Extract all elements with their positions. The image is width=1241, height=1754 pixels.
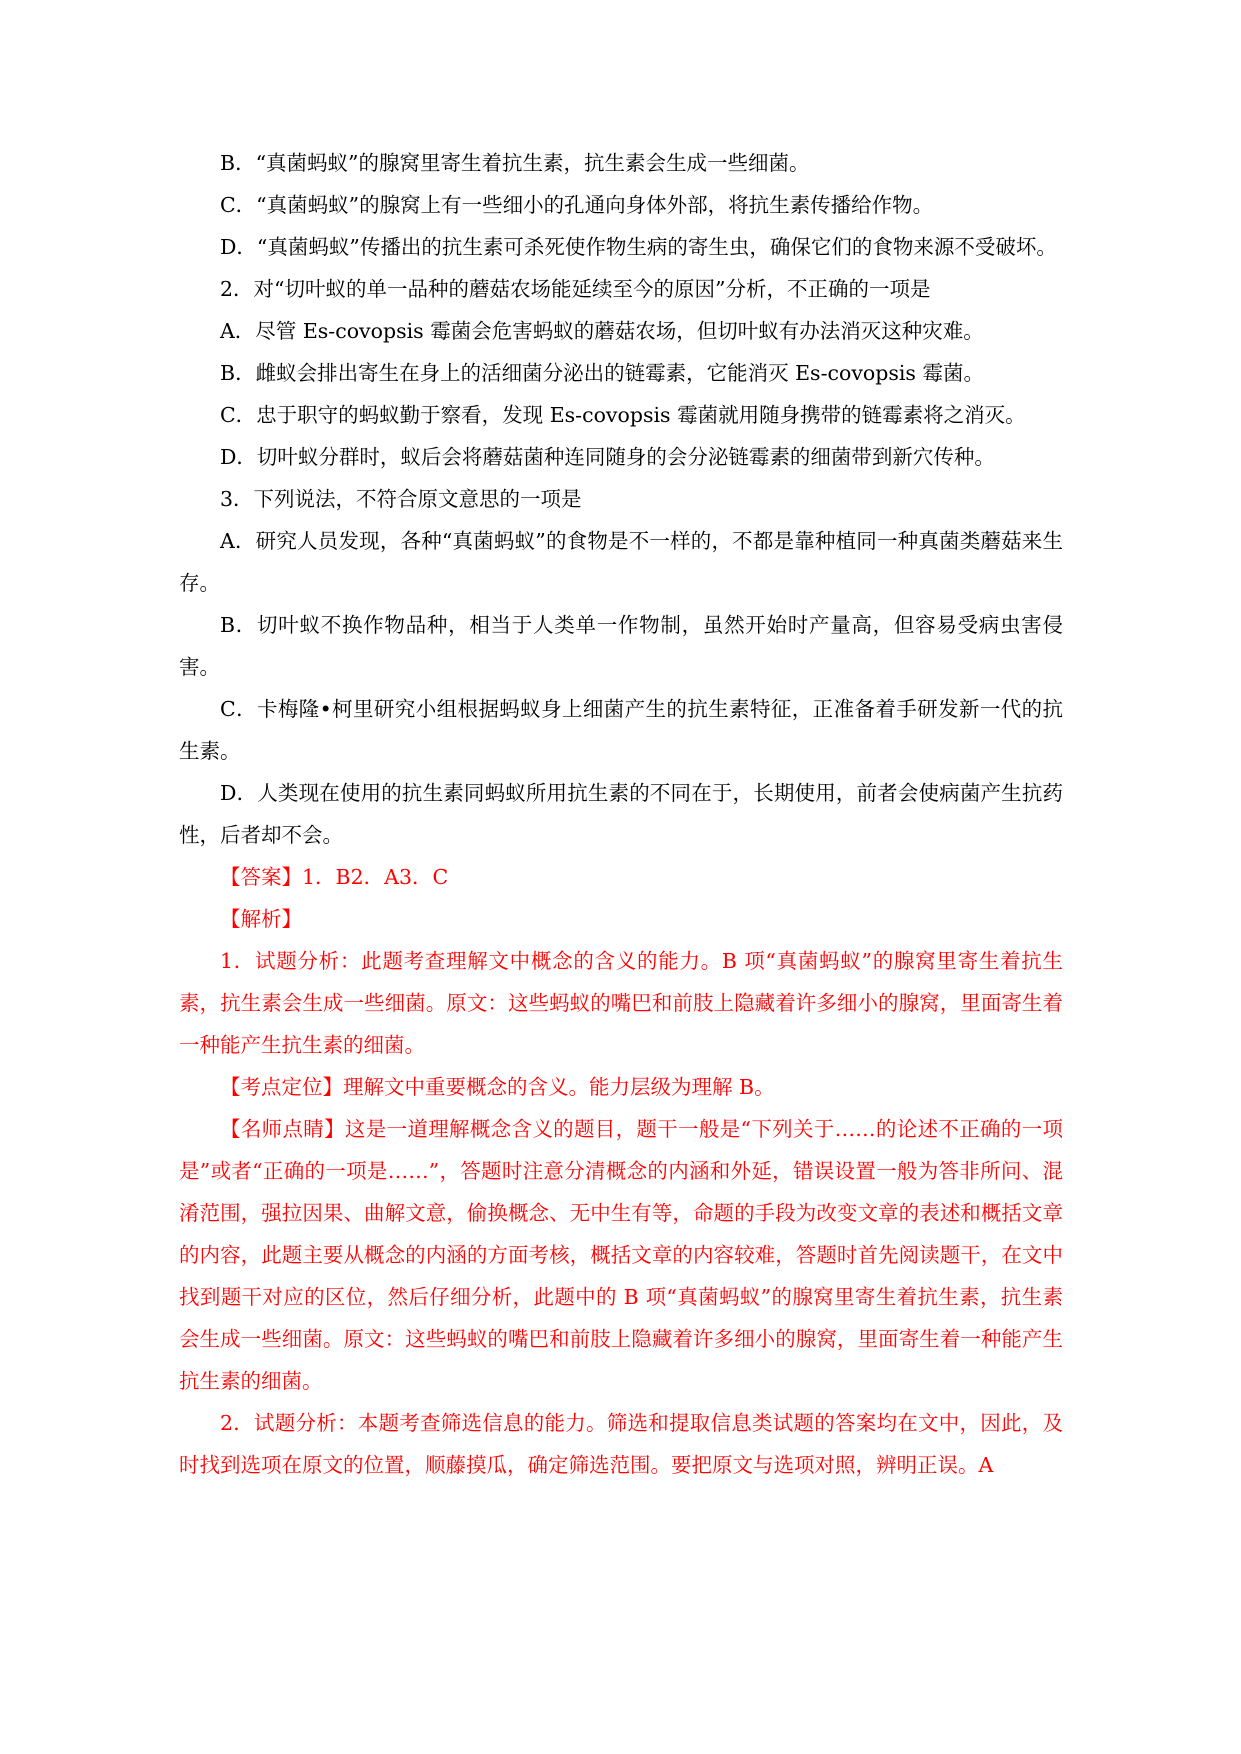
question-2-stem: 2．对“切叶蚁的单一品种的蘑菇农场能延续至今的原因”分析，不正确的一项是 [220, 277, 931, 301]
option-3-b: B．切叶蚁不换作物品种，相当于人类单一作物制，虽然开始时产量高，但容易受病虫害侵害。 [179, 613, 1063, 679]
option-2-c: C．忠于职守的蚂蚁勤于察看，发现 Es-covopsis 霉菌就用随身携带的链霉素将之消灭。 [220, 403, 1026, 427]
option-1-b: B．“真菌蚂蚁”的腺窝里寄生着抗生素，抗生素会生成一些细菌。 [220, 151, 810, 175]
test-point: 【考点定位】理解文中重要概念的含义。能力层级为理解 B。 [220, 1075, 775, 1099]
option-2-b: B．雌蚁会排出寄生在身上的活细菌分泌出的链霉素，它能消灭 Es-covopsis 霉菌。 [220, 361, 984, 385]
answer-key: 【答案】1．B2．A3．C [220, 865, 449, 889]
option-3-a: A．研究人员发现，各种“真菌蚂蚁”的食物是不一样的，不都是靠种植同一种真菌类蘑菇来生存。 [179, 529, 1063, 595]
option-1-d: D．“真菌蚂蚁”传播出的抗生素可杀死使作物生病的寄生虫，确保它们的食物来源不受破坏。 [220, 235, 1057, 259]
option-2-a: A．尽管 Es-covopsis 霉菌会危害蚂蚁的蘑菇农场，但切叶蚁有办法消灭这种灾难。 [220, 319, 984, 343]
option-3-c: C．卡梅隆•柯里研究小组根据蚂蚁身上细菌产生的抗生素特征，正准备着手研发新一代的抗生素。 [179, 697, 1063, 763]
page-content [179, 142, 1063, 1486]
option-1-c: C．“真菌蚂蚁”的腺窝上有一些细小的孔通向身体外部，将抗生素传播给作物。 [220, 193, 934, 217]
option-3-d: D．人类现在使用的抗生素同蚂蚁所用抗生素的不同在于，长期使用，前者会使病菌产生抗药性，后者却不会。 [179, 781, 1063, 847]
option-2-d: D．切叶蚁分群时，蚁后会将蘑菇菌种连同随身的会分泌链霉素的细菌带到新穴传种。 [220, 445, 995, 469]
analysis-heading: 【解析】 [220, 907, 302, 931]
teacher-note: 【名师点睛】这是一道理解概念含义的题目，题干一般是“下列关于……的论述不正确的一项是”或者“正确的一项是……”，答题时注意分清概念的内涵和外延，错误设置一般为答非所问、混淆范围，强拉因果、曲解文意，偷换概念、无中生有等，命题的手段为改变文章的表述和概括文章的内容，此题主要从概念的内涵的方面考核，概括文章的内容较难，答题时首先阅读题干，在文中找到题干对应的区位，然后仔细分析，此题中的 B 项“真菌蚂蚁”的腺窝里寄生着抗生素，抗生素会生成一些细菌。原文：这些蚂蚁的嘴巴和前肢上隐藏着许多细小的腺窝，里面寄生着一种能产生抗生素的细菌。 [179, 1117, 1063, 1393]
question-3-stem: 3．下列说法，不符合原文意思的一项是 [220, 487, 582, 511]
analysis-2: 2．试题分析：本题考查筛选信息的能力。筛选和提取信息类试题的答案均在文中，因此，及时找到选项在原文的位置，顺藤摸瓜，确定筛选范围。要把原文与选项对照，辨明正误。A [179, 1411, 1063, 1477]
analysis-1: 1．试题分析：此题考查理解文中概念的含义的能力。B 项“真菌蚂蚁”的腺窝里寄生着抗生素，抗生素会生成一些细菌。原文：这些蚂蚁的嘴巴和前肢上隐藏着许多细小的腺窝，里面寄生着一种能产生抗生素的细菌。 [179, 949, 1063, 1057]
